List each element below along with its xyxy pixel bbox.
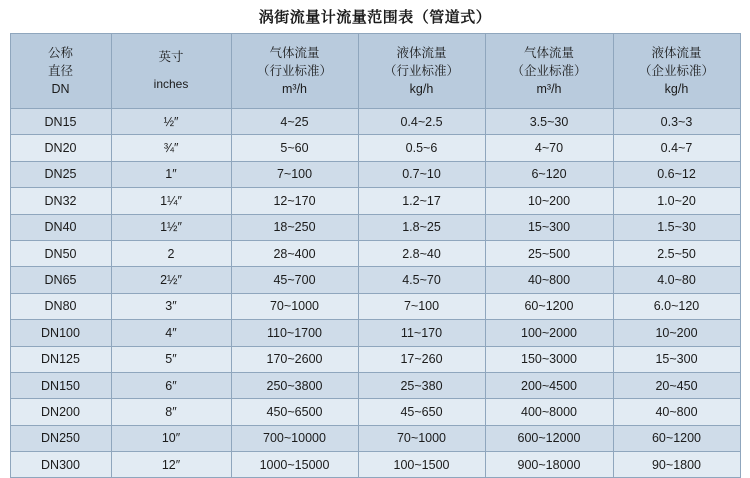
cell-liquid-industry: 11~170 bbox=[358, 320, 485, 346]
cell-gas-enterprise: 150~3000 bbox=[485, 346, 613, 372]
cell-inches: 10″ bbox=[111, 425, 231, 451]
cell-liquid-enterprise: 1.5~30 bbox=[613, 214, 740, 240]
cell-gas-industry: 1000~15000 bbox=[231, 452, 358, 478]
cell-gas-industry: 450~6500 bbox=[231, 399, 358, 425]
table-row bbox=[10, 320, 740, 346]
cell-liquid-enterprise: 1.0~20 bbox=[613, 188, 740, 214]
cell-liquid-industry: 0.7~10 bbox=[358, 161, 485, 187]
cell-liquid-industry: 17~260 bbox=[358, 346, 485, 372]
cell-inches: 2 bbox=[111, 240, 231, 266]
cell-gas-industry: 250~3800 bbox=[231, 372, 358, 398]
table-row bbox=[10, 372, 740, 398]
table-row bbox=[10, 214, 740, 240]
column-header-nominal-diameter bbox=[10, 34, 111, 109]
cell-inches: 8″ bbox=[111, 399, 231, 425]
cell-dn: DN100 bbox=[10, 320, 111, 346]
cell-gas-enterprise: 900~18000 bbox=[485, 452, 613, 478]
cell-gas-enterprise: 400~8000 bbox=[485, 399, 613, 425]
cell-gas-industry: 18~250 bbox=[231, 214, 358, 240]
table-row bbox=[10, 240, 740, 266]
cell-dn: DN25 bbox=[10, 161, 111, 187]
page-title: 涡街流量计流量范围表（管道式） bbox=[258, 9, 492, 26]
cell-liquid-industry: 1.8~25 bbox=[358, 214, 485, 240]
cell-inches: 1¼″ bbox=[111, 188, 231, 214]
cell-liquid-industry: 4.5~70 bbox=[358, 267, 485, 293]
cell-inches: 4″ bbox=[111, 320, 231, 346]
cell-inches: 1″ bbox=[111, 161, 231, 187]
column-header-gas-flow-enterprise bbox=[485, 34, 613, 109]
cell-liquid-industry: 25~380 bbox=[358, 372, 485, 398]
header-line-3: inches bbox=[153, 77, 189, 92]
column-header-inches bbox=[111, 34, 231, 109]
table-row bbox=[10, 135, 740, 161]
cell-dn: DN65 bbox=[10, 267, 111, 293]
header-line-3: DN bbox=[51, 82, 70, 97]
cell-liquid-enterprise: 4.0~80 bbox=[613, 267, 740, 293]
cell-dn: DN150 bbox=[10, 372, 111, 398]
cell-dn: DN15 bbox=[10, 109, 111, 135]
cell-dn: DN50 bbox=[10, 240, 111, 266]
table-row bbox=[10, 188, 740, 214]
cell-gas-industry: 7~100 bbox=[231, 161, 358, 187]
cell-gas-enterprise: 4~70 bbox=[485, 135, 613, 161]
cell-inches: 5″ bbox=[111, 346, 231, 372]
cell-liquid-industry: 70~1000 bbox=[358, 425, 485, 451]
cell-liquid-industry: 0.4~2.5 bbox=[358, 109, 485, 135]
cell-gas-enterprise: 25~500 bbox=[485, 240, 613, 266]
cell-liquid-enterprise: 60~1200 bbox=[613, 425, 740, 451]
cell-gas-enterprise: 15~300 bbox=[485, 214, 613, 240]
cell-inches: 6″ bbox=[111, 372, 231, 398]
cell-gas-enterprise: 60~1200 bbox=[485, 293, 613, 319]
cell-gas-industry: 170~2600 bbox=[231, 346, 358, 372]
cell-gas-industry: 4~25 bbox=[231, 109, 358, 135]
table-row bbox=[10, 267, 740, 293]
cell-gas-enterprise: 100~2000 bbox=[485, 320, 613, 346]
header-line-2: （行业标准） bbox=[383, 63, 459, 78]
table-row bbox=[10, 109, 740, 135]
header-unit: kg/h bbox=[409, 82, 434, 97]
cell-liquid-enterprise: 0.6~12 bbox=[613, 161, 740, 187]
table-header-row bbox=[10, 34, 740, 109]
header-line-1: 液体流量 bbox=[651, 45, 702, 60]
cell-inches: ¾″ bbox=[111, 135, 231, 161]
header-unit: m³/h bbox=[536, 82, 562, 97]
cell-dn: DN200 bbox=[10, 399, 111, 425]
cell-liquid-enterprise: 6.0~120 bbox=[613, 293, 740, 319]
table-row bbox=[10, 293, 740, 319]
table-row bbox=[10, 399, 740, 425]
cell-liquid-industry: 2.8~40 bbox=[358, 240, 485, 266]
cell-liquid-enterprise: 0.3~3 bbox=[613, 109, 740, 135]
cell-inches: 2½″ bbox=[111, 267, 231, 293]
column-header-gas-flow-industry bbox=[231, 34, 358, 109]
cell-gas-industry: 700~10000 bbox=[231, 425, 358, 451]
cell-gas-industry: 70~1000 bbox=[231, 293, 358, 319]
cell-gas-industry: 5~60 bbox=[231, 135, 358, 161]
cell-liquid-enterprise: 15~300 bbox=[613, 346, 740, 372]
cell-gas-industry: 110~1700 bbox=[231, 320, 358, 346]
cell-liquid-enterprise: 40~800 bbox=[613, 399, 740, 425]
cell-liquid-enterprise: 10~200 bbox=[613, 320, 740, 346]
cell-liquid-enterprise: 20~450 bbox=[613, 372, 740, 398]
cell-gas-industry: 45~700 bbox=[231, 267, 358, 293]
header-line-1: 英寸 bbox=[158, 50, 184, 65]
column-header-liquid-flow-enterprise bbox=[613, 34, 740, 109]
table-row bbox=[10, 346, 740, 372]
cell-dn: DN80 bbox=[10, 293, 111, 319]
table-row bbox=[10, 425, 740, 451]
cell-inches: 1½″ bbox=[111, 214, 231, 240]
header-unit: kg/h bbox=[664, 82, 689, 97]
flow-range-table bbox=[10, 33, 741, 478]
header-line-1: 公称 bbox=[47, 45, 73, 60]
cell-liquid-enterprise: 0.4~7 bbox=[613, 135, 740, 161]
header-line-2: （行业标准） bbox=[256, 63, 332, 78]
cell-gas-enterprise: 600~12000 bbox=[485, 425, 613, 451]
table-body bbox=[10, 109, 740, 478]
cell-liquid-industry: 100~1500 bbox=[358, 452, 485, 478]
header-line-2: （企业标准） bbox=[638, 63, 714, 78]
cell-gas-enterprise: 200~4500 bbox=[485, 372, 613, 398]
cell-gas-enterprise: 6~120 bbox=[485, 161, 613, 187]
cell-liquid-industry: 0.5~6 bbox=[358, 135, 485, 161]
header-line-2: （企业标准） bbox=[511, 63, 587, 78]
table-row bbox=[10, 452, 740, 478]
header-unit: m³/h bbox=[282, 82, 307, 97]
cell-dn: DN40 bbox=[10, 214, 111, 240]
header-line-2: 直径 bbox=[47, 63, 73, 78]
cell-liquid-industry: 7~100 bbox=[358, 293, 485, 319]
table-header bbox=[10, 34, 740, 109]
header-line-1: 气体流量 bbox=[269, 45, 320, 60]
cell-liquid-industry: 45~650 bbox=[358, 399, 485, 425]
cell-liquid-enterprise: 2.5~50 bbox=[613, 240, 740, 266]
cell-dn: DN125 bbox=[10, 346, 111, 372]
cell-liquid-industry: 1.2~17 bbox=[358, 188, 485, 214]
table-row bbox=[10, 161, 740, 187]
cell-dn: DN250 bbox=[10, 425, 111, 451]
cell-inches: ½″ bbox=[111, 109, 231, 135]
cell-gas-enterprise: 40~800 bbox=[485, 267, 613, 293]
cell-inches: 12″ bbox=[111, 452, 231, 478]
cell-inches: 3″ bbox=[111, 293, 231, 319]
column-header-liquid-flow-industry bbox=[358, 34, 485, 109]
cell-liquid-enterprise: 90~1800 bbox=[613, 452, 740, 478]
cell-dn: DN20 bbox=[10, 135, 111, 161]
cell-gas-industry: 12~170 bbox=[231, 188, 358, 214]
cell-dn: DN300 bbox=[10, 452, 111, 478]
cell-gas-enterprise: 3.5~30 bbox=[485, 109, 613, 135]
header-line-1: 液体流量 bbox=[396, 45, 447, 60]
cell-gas-enterprise: 10~200 bbox=[485, 188, 613, 214]
cell-dn: DN32 bbox=[10, 188, 111, 214]
header-line-1: 气体流量 bbox=[523, 45, 574, 60]
cell-gas-industry: 28~400 bbox=[231, 240, 358, 266]
